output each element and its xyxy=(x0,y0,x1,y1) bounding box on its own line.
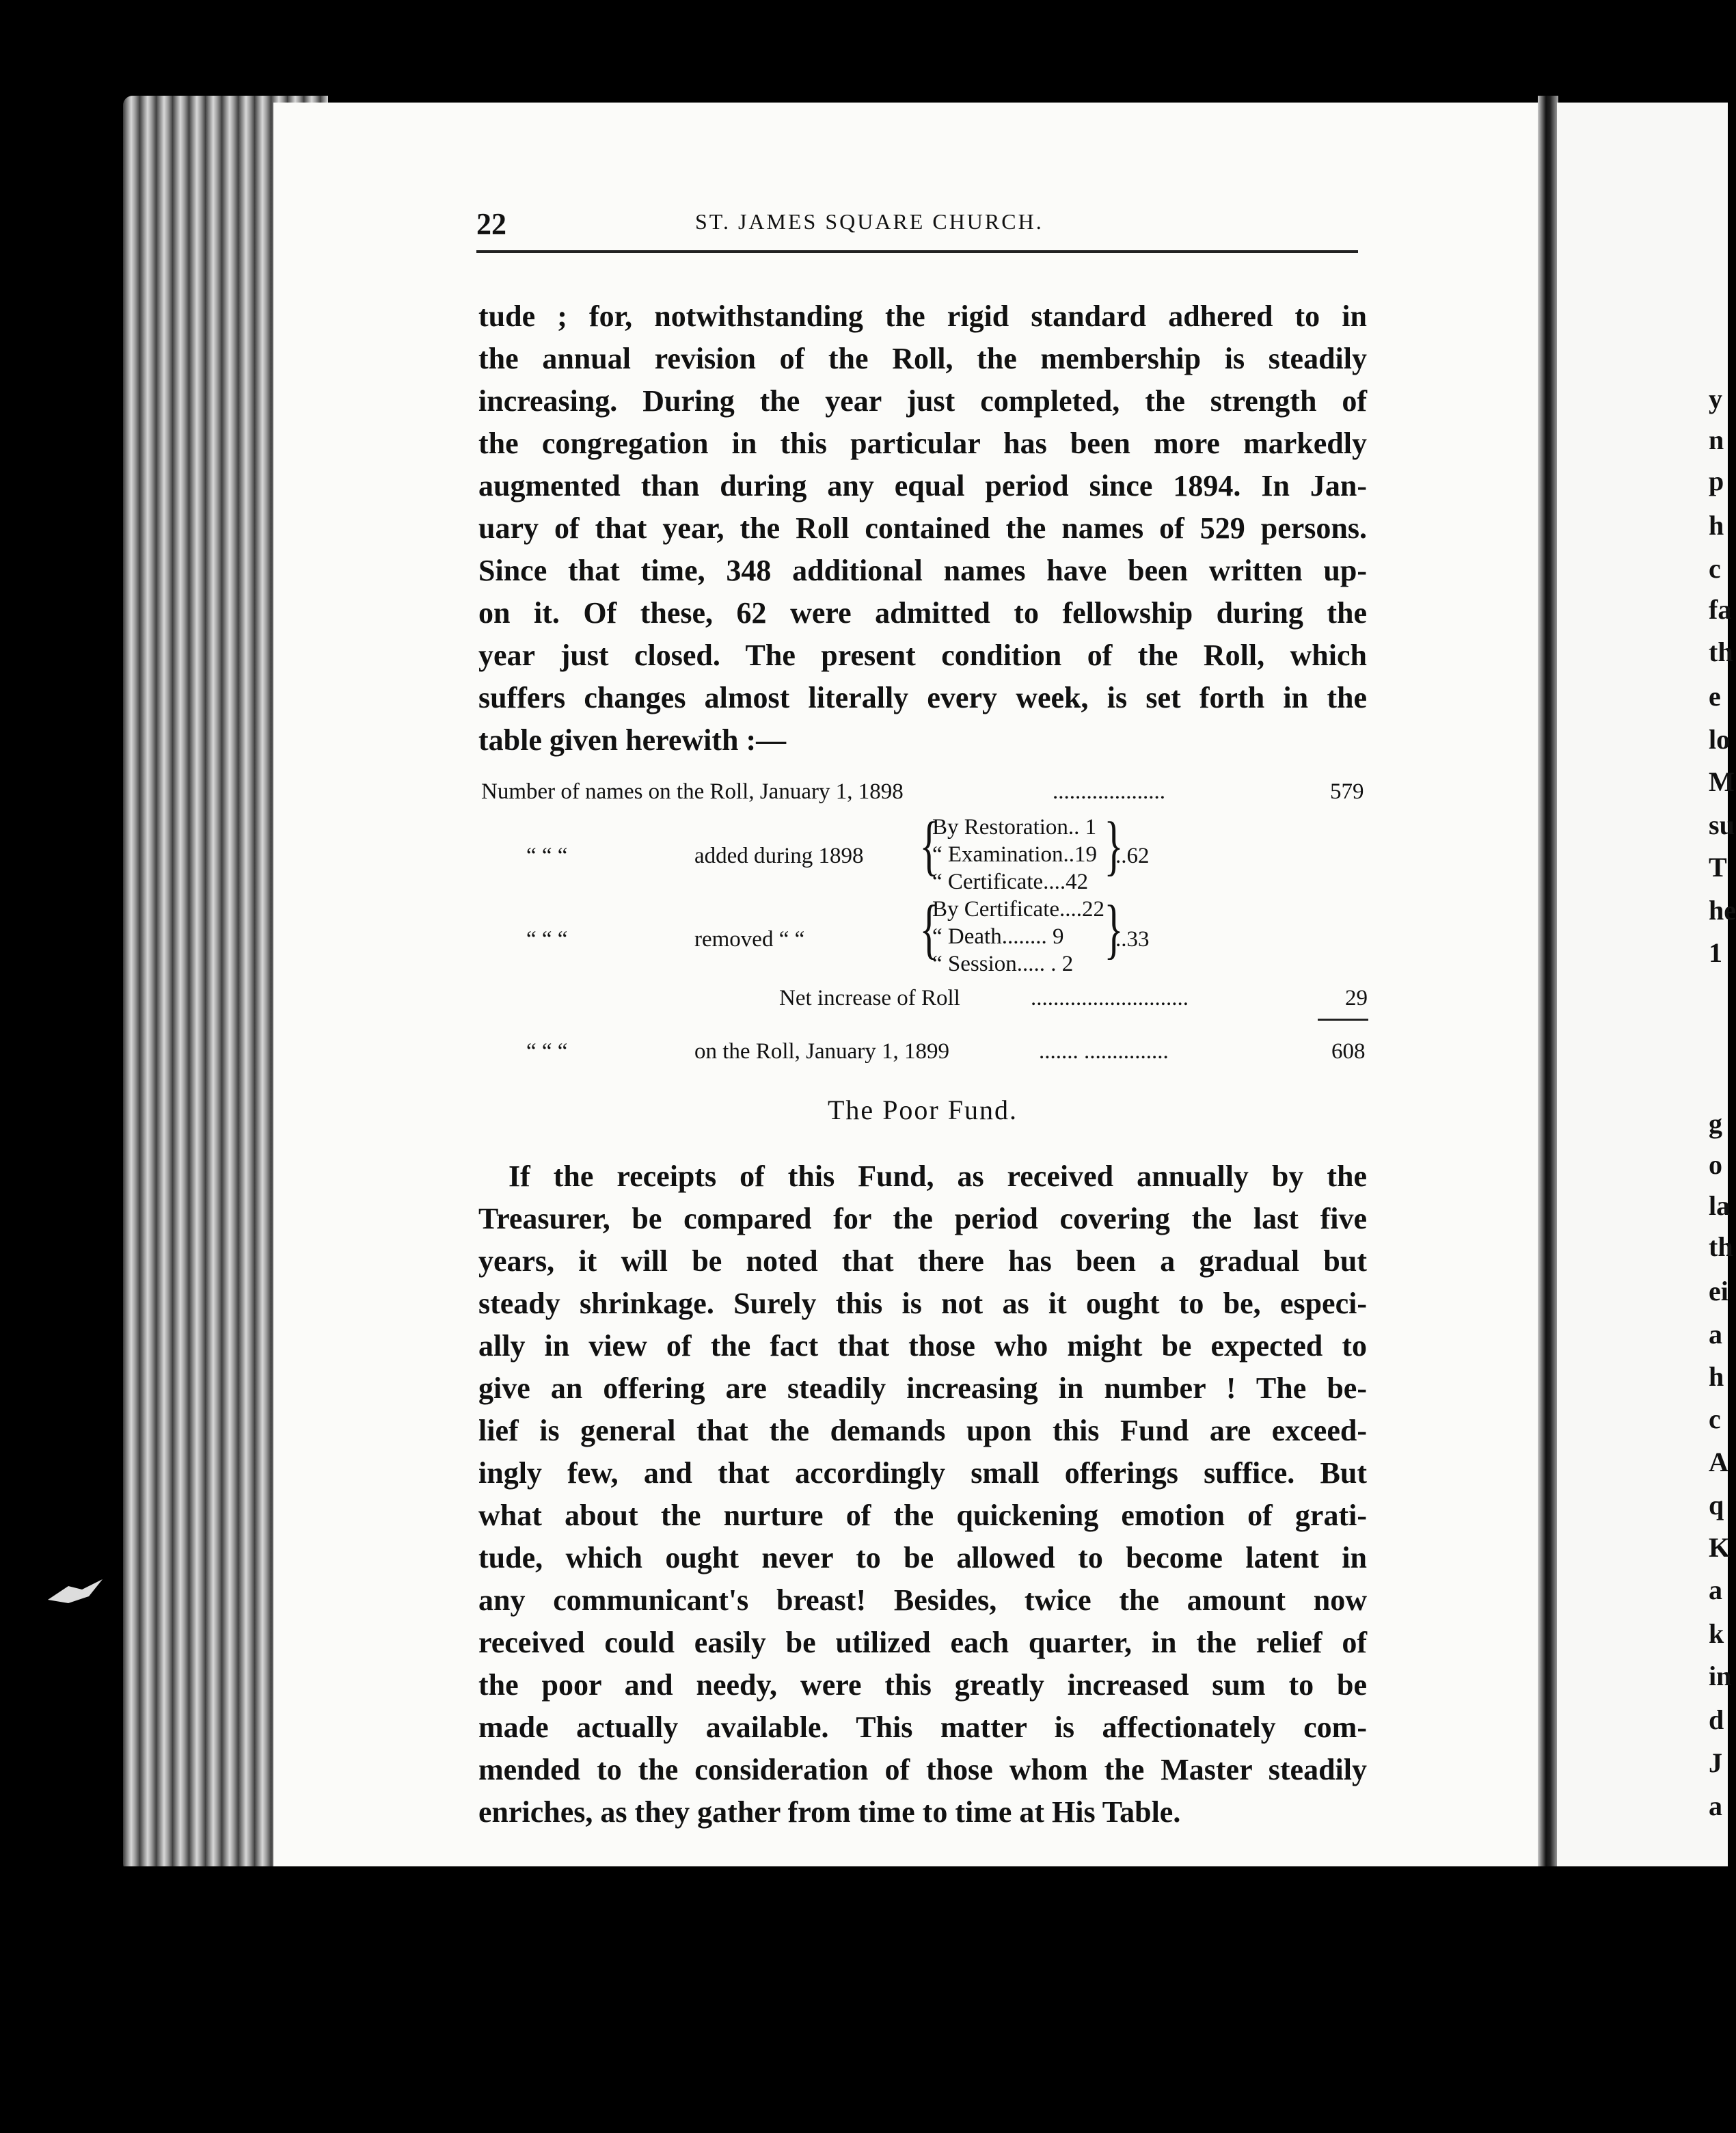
row-label: added during 1898 xyxy=(694,844,864,868)
right-page-fragment: fa xyxy=(1709,594,1732,625)
right-page-fragment: he xyxy=(1709,895,1736,926)
right-page-fragment: n xyxy=(1709,425,1724,455)
leader-dots: ....... ............... xyxy=(1039,1039,1169,1064)
right-page-fragment: c xyxy=(1709,553,1721,584)
row-label: removed “ “ xyxy=(694,927,805,952)
roll-item: “ Death........ 9 xyxy=(932,924,1064,949)
text-line: uary of that year, the Roll contained the names of 529 persons. xyxy=(478,511,1367,545)
text-line: on it. Of these, 62 were admitted to fellowship during the xyxy=(478,596,1367,630)
roll-item: “ Examination..19 xyxy=(932,842,1098,867)
close-brace: } xyxy=(1104,809,1124,883)
page-number: 22 xyxy=(476,207,506,241)
text-line: ally in view of the fact that those who might be expected to xyxy=(478,1329,1367,1363)
roll-item: By Restoration.. 1 xyxy=(932,815,1097,840)
right-page-fragment: J xyxy=(1709,1747,1722,1778)
ditto-marks: “ “ “ xyxy=(526,844,568,868)
text-line: mended to the consideration of those whom the Master steadily xyxy=(478,1753,1367,1786)
right-page-fragment: h xyxy=(1709,1361,1724,1392)
row-label: Number of names on the Roll, January 1, 1898 xyxy=(481,779,904,804)
text-line: tude, which ought never to be allowed to become latent in xyxy=(478,1541,1367,1574)
right-page-fragment: e xyxy=(1709,681,1721,712)
right-page-fragment: ei xyxy=(1709,1276,1728,1306)
row-value: 608 xyxy=(1331,1039,1366,1064)
right-page-fragment: T xyxy=(1709,852,1727,883)
right-page-fragment: q xyxy=(1709,1490,1724,1520)
open-brace: { xyxy=(919,809,939,883)
text-line: lief is general that the demands upon this Fund are exceed- xyxy=(478,1414,1367,1447)
text-line: year just closed. The present condition of the Roll, which xyxy=(478,639,1367,672)
text-line: suffers changes almost literally every week, is set forth in the xyxy=(478,681,1367,714)
text-line: the poor and needy, were this greatly increased sum to be xyxy=(478,1668,1367,1702)
right-page-fragment: g xyxy=(1709,1108,1722,1139)
row-label: Net increase of Roll xyxy=(779,986,960,1010)
leader-dots: ............................ xyxy=(1031,986,1189,1010)
right-page-fragment: c xyxy=(1709,1404,1721,1434)
ditto-marks: “ “ “ xyxy=(526,927,568,952)
text-line: give an offering are steadily increasing in number ! The be- xyxy=(478,1371,1367,1405)
right-page-fragment: a xyxy=(1709,1790,1722,1821)
right-page-fragment: a xyxy=(1709,1574,1722,1605)
right-page-fragment: y xyxy=(1709,384,1722,414)
right-page-fragment: in xyxy=(1709,1661,1732,1691)
scan-background xyxy=(123,1866,1728,2133)
text-line: increasing. During the year just completed, the strength of xyxy=(478,384,1367,418)
text-line: received could easily be utilized each quarter, in the relief of xyxy=(478,1626,1367,1659)
text-line: what about the nurture of the quickening emotion of grati- xyxy=(478,1499,1367,1532)
book-gutter xyxy=(1538,96,1558,1873)
text-line: the congregation in this particular has been more markedly xyxy=(478,427,1367,460)
text-line: ingly few, and that accordingly small offerings suffice. But xyxy=(478,1456,1367,1490)
right-page-fragment: o xyxy=(1709,1149,1722,1180)
right-page-fragment: h xyxy=(1709,510,1724,541)
text-line: Treasurer, be compared for the period covering the last five xyxy=(478,1202,1367,1235)
right-page-fragment: M xyxy=(1709,766,1735,797)
page-header xyxy=(476,202,1358,257)
text-line: any communicant's breast! Besides, twice the amount now xyxy=(478,1583,1367,1617)
right-page-fragment: k xyxy=(1709,1618,1724,1649)
text-line: augmented than during any equal period since 1894. In Jan- xyxy=(478,469,1367,502)
section-title: The Poor Fund. xyxy=(828,1095,1018,1125)
text-line: made actually available. This matter is affectionately com- xyxy=(478,1711,1367,1744)
row-subtotal: ..62 xyxy=(1115,844,1150,868)
roll-item: By Certificate....22 xyxy=(932,897,1105,922)
right-page-fragment: p xyxy=(1709,466,1724,496)
scan-speck xyxy=(41,1566,123,1620)
right-page xyxy=(1557,103,1731,1866)
text-line: years, it will be noted that there has been a gradual but xyxy=(478,1244,1367,1278)
row-value: 579 xyxy=(1330,779,1364,804)
roll-item: “ Certificate....42 xyxy=(932,870,1089,894)
right-page-fragment: d xyxy=(1709,1704,1724,1735)
header-rule xyxy=(476,250,1358,253)
running-head: ST. JAMES SQUARE CHURCH. xyxy=(695,209,1044,234)
right-page-fragment: A xyxy=(1709,1447,1728,1477)
row-label: on the Roll, January 1, 1899 xyxy=(694,1039,950,1064)
row-subtotal: ..33 xyxy=(1115,927,1150,952)
right-page-fragment: th xyxy=(1709,636,1733,667)
right-page-fragment: la xyxy=(1709,1190,1731,1221)
text-line: steady shrinkage. Surely this is not as it ought to be, especi- xyxy=(478,1287,1367,1320)
text-line: Since that time, 348 additional names have been written up- xyxy=(478,554,1367,587)
paragraph-poor-fund xyxy=(478,1155,1367,1834)
right-page-fragment: th xyxy=(1709,1231,1733,1262)
text-line: the annual revision of the Roll, the membership is steadily xyxy=(478,342,1367,375)
right-page-fragment: 1 xyxy=(1709,937,1722,968)
close-brace: } xyxy=(1104,892,1124,966)
open-brace: { xyxy=(919,892,939,966)
text-line: table given herewith :— xyxy=(478,723,787,757)
text-line: tude ; for, notwithstanding the rigid standard adhered to in xyxy=(478,299,1367,333)
roll-item: “ Session..... . 2 xyxy=(932,952,1074,976)
right-page-fragment: K xyxy=(1709,1532,1731,1563)
text-line: enriches, as they gather from time to time at His Table. xyxy=(478,1795,1181,1829)
ditto-marks: “ “ “ xyxy=(526,1039,568,1064)
leader-dots: .................... xyxy=(1053,779,1165,804)
row-value: 29 xyxy=(1345,986,1368,1010)
right-page-fragment: a xyxy=(1709,1319,1722,1350)
right-page-fragment: su xyxy=(1709,809,1735,840)
sum-rule xyxy=(1318,1019,1368,1021)
paragraph-roll xyxy=(478,295,1367,762)
text-line: If the receipts of this Fund, as received annually by the xyxy=(508,1159,1367,1193)
right-page-fragment: lo xyxy=(1709,724,1731,755)
